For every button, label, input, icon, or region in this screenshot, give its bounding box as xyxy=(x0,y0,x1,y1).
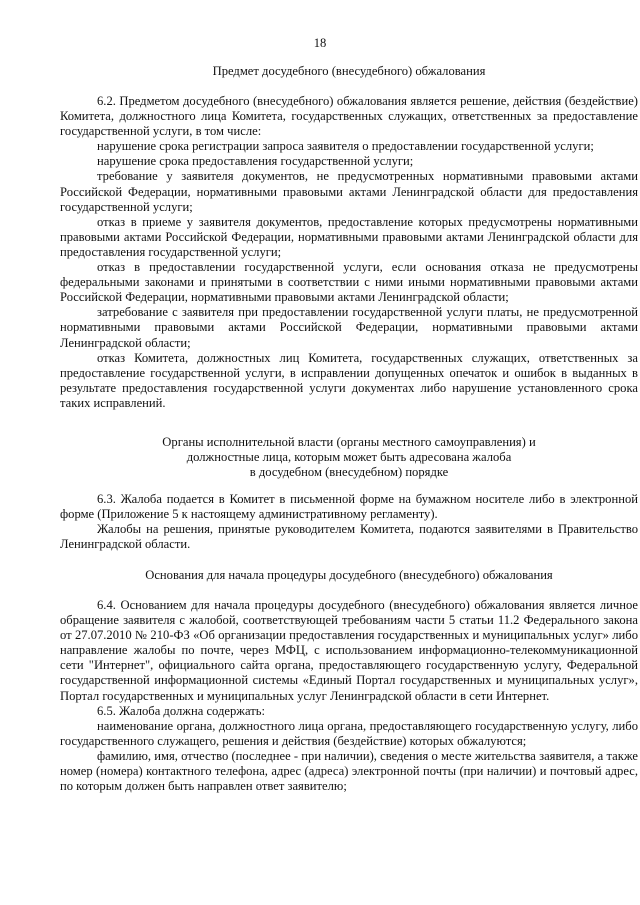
list-item: отказ в приеме у заявителя документов, предоставление которых предусмотрены нормативными правовыми актами Российской Федерации, нормативными правовыми актами Ленинградской области для предоставления государственной услуги; xyxy=(60,214,638,259)
heading-line: Органы исполнительной власти (органы местного самоуправления) и xyxy=(162,435,536,449)
list-item: отказ Комитета, должностных лиц Комитета, государственных служащих, ответственных за предоставление государственной услуги, в исправлении допущенных опечаток и ошибок в выданных в результате предоставления государственной услуги документах либо нарушение установленного срока таких исправлений. xyxy=(60,350,638,410)
list-item: затребование с заявителя при предоставлении государственной услуги платы, не предусмотренной нормативными правовыми актами Российской Федерации, нормативными правовыми актами Ленинградской области; xyxy=(60,305,638,350)
heading-line: должностные лица, которым может быть адресована жалоба xyxy=(186,450,512,465)
section-authorities xyxy=(60,492,638,552)
heading-line: в досудебном (внесудебном) порядке xyxy=(249,465,449,480)
list-item: нарушение срока регистрации запроса заявителя о предоставлении государственной услуги; xyxy=(97,139,594,154)
paragraph-6-3: 6.3. Жалоба подается в Комитет в письменной форме на бумажном носителе либо в электронной форме (Приложение 5 к настоящему административному регламенту). xyxy=(60,492,638,522)
heading-subject: Предмет досудебного (внесудебного) обжалования xyxy=(212,64,486,78)
paragraph-6-4: 6.4. Основанием для начала процедуры досудебного (внесудебного) обжалования является личное обращение заявителя с жалобой, соответствующей требованиям части 5 статьи 11.2 Федерального закона от 27.07.2010 № 210-ФЗ «Об организации предоставления государственных и муниципальных услуг» либо направление жалобы по почте, через МФЦ, с использованием информационно-телекоммуникационной сети "Интернет", официального сайта органа, предоставляющего государственную услугу, Федеральной государственной информационной системы «Единый Портал государственных и муниципальных услуг», Портал государственных и муниципальных услуг Ленинградской области в сети Интернет. xyxy=(60,598,638,703)
paragraph: Жалобы на решения, принятые руководителем Комитета, подаются заявителями в Правительство Ленинградской области. xyxy=(60,522,638,552)
heading-authorities xyxy=(60,435,638,480)
paragraph-6-2: 6.2. Предметом досудебного (внесудебного) обжалования является решение, действия (бездействие) Комитета, должностного лица Комитета, государственных служащих, ответственных за предоставление государственной услуги, в том числе: xyxy=(60,94,638,139)
section-subject xyxy=(60,94,638,411)
paragraph-6-5: 6.5. Жалоба должна содержать: xyxy=(97,703,265,718)
list-item: отказ в предоставлении государственной услуги, если основания отказа не предусмотрены федеральными законами и принятыми в соответствии с ними иными нормативными правовыми актами Российской Федерации, нормативными правовыми актами Ленинградской области; xyxy=(60,260,638,305)
section-grounds xyxy=(60,598,638,794)
list-item: требование у заявителя документов, не предусмотренных нормативными правовыми актами Российской Федерации, нормативными правовыми актами Ленинградской области для предоставления государственной услуги; xyxy=(60,169,638,214)
page-number: 18 xyxy=(313,36,327,50)
heading-grounds: Основания для начала процедуры досудебного (внесудебного) обжалования xyxy=(145,568,553,582)
list-item: фамилию, имя, отчество (последнее - при наличии), сведения о месте жительства заявителя, а также номер (номера) контактного телефона, адрес (адреса) электронной почты (при наличии) и почтовый адрес, по которым должен быть направлен ответ заявителю; xyxy=(60,748,638,794)
list-item: нарушение срока предоставления государственной услуги; xyxy=(97,154,414,169)
list-item: наименование органа, должностного лица органа, предоставляющего государственную услугу, либо государственного служащего, решения и действия (бездействие) которых обжалуются; xyxy=(60,718,638,748)
